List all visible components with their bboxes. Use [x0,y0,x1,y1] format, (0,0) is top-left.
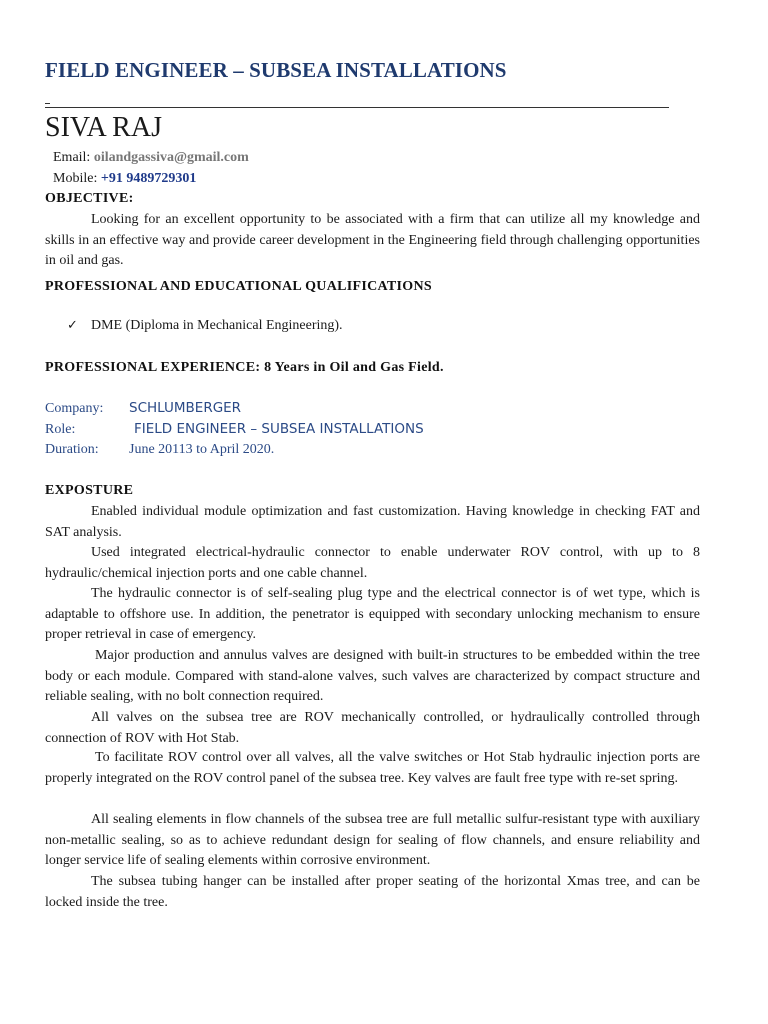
exposure-paragraph: Major production and annulus valves are designed with built-in structures to be embedded within the tree body or each module. Compared with stand-alone valves, such valves are characterized by compact structure and reliable sealing, with no bolt connection required. [45,648,700,704]
mobile-label: Mobile: [53,171,98,186]
qualification-text: DME (Diploma in Mechanical Engineering). [91,318,343,333]
divider-mark [45,103,50,104]
company-label: Company: [45,401,104,416]
email-address[interactable]: oilandgassiva@gmail.com [93,150,249,165]
exposure-paragraph: To facilitate ROV control over all valves, all the valve switches or Hot Stab hydraulic injection ports are properly integrated on the ROV control panel of the subsea tree. Key valves are fault free type with re-set spring. [45,750,700,786]
email-line [53,150,249,166]
header-divider [45,107,669,108]
exposure-paragraph: All valves on the subsea tree are ROV mechanically controlled, or hydraulically controlled through connection of ROV with Hot Stab. [45,710,700,746]
mobile-number[interactable]: +91 9489729301 [100,171,197,186]
duration-label: Duration: [45,442,99,457]
company-row [45,400,241,417]
role-row [45,421,424,438]
qualifications-heading: PROFESSIONAL AND EDUCATIONAL QUALIFICATIONS [45,279,432,294]
job-title: FIELD ENGINEER – SUBSEA INSTALLATIONS [45,58,507,82]
role-label: Role: [45,422,76,437]
qualification-item [67,318,343,334]
exposure-paragraph: The hydraulic connector is of self-sealing plug type and the electrical connector is of wet type, which is adaptable to offshore use. In addition, the penetrator is equipped with secondary unlocking mechanism to ensure proper retrieval in case of emergency. [45,586,700,642]
role-value: FIELD ENGINEER – SUBSEA INSTALLATIONS [134,421,424,437]
duration-row [45,442,274,458]
exposure-heading: EXPOSTURE [45,483,134,498]
checkmark-icon: ✓ [67,318,78,333]
exposure-paragraph: Enabled individual module optimization and fast customization. Having knowledge in checking FAT and SAT analysis. [45,504,700,540]
duration-value: June 20113 to April 2020. [129,442,275,457]
company-value: SCHLUMBERGER [129,400,242,416]
mobile-line [53,171,196,187]
email-label: Email: [53,150,91,165]
objective-text: Looking for an excellent opportunity to be associated with a firm that can utilize all my knowledge and skills in an effective way and provide career development in the Engineering field through challenging opportunities in oil and gas. [45,212,700,268]
objective-heading: OBJECTIVE: [45,191,134,206]
exposure-paragraph: All sealing elements in flow channels of the subsea tree are full metallic sulfur-resistant type with auxiliary non-metallic sealing, so as to achieve redundant design for sealing of flow channels, and ensure reliability and longer service life of sealing elements within corrosive environment. [45,812,700,868]
experience-heading: PROFESSIONAL EXPERIENCE: 8 Years in Oil and Gas Field. [45,360,444,375]
exposure-paragraph: Used integrated electrical-hydraulic connector to enable underwater ROV control, with up to 8 hydraulic/chemical injection ports and one cable channel. [45,545,700,581]
exposure-paragraph: The subsea tubing hanger can be installed after proper seating of the horizontal Xmas tree, and can be locked inside the tree. [45,874,700,910]
candidate-name: SIVA RAJ [45,112,162,143]
